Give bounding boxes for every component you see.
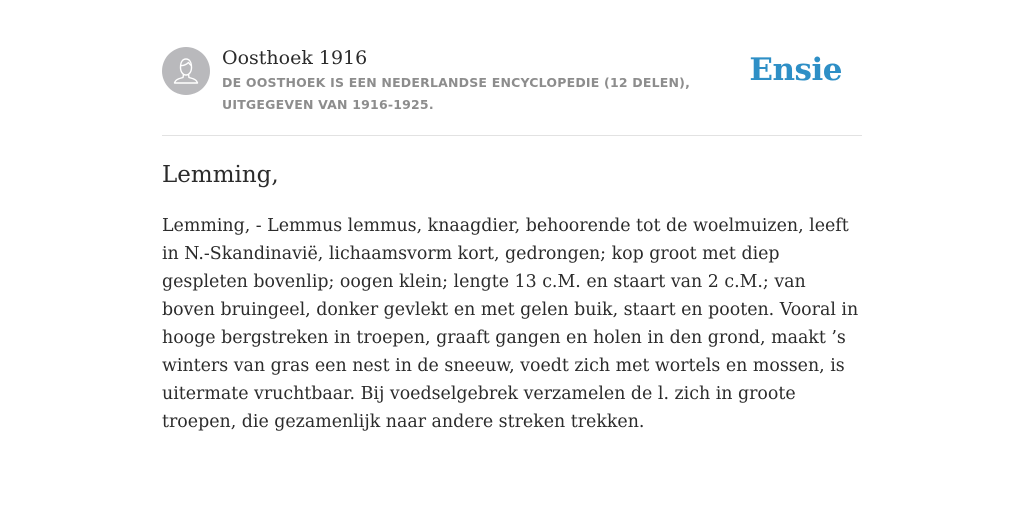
page-content: [162, 0, 862, 432]
entry-title: Lemming,: [162, 162, 279, 188]
entry-body: Lemming, - Lemmus lemmus, knaagdier, behoorende tot de woelmuizen, leeft in N.-Skandinavië, lichaamsvorm kort, gedrongen; kop groot met diep gespleten bovenlip; oogen klein; lengte 13 c.M. en staart van 2 c.M.; van boven bruingeel, donker gevlekt en met gelen buik, staart en pooten. Vooral in hooge bergstreken in troepen, graaft gangen en holen in den grond, maakt ’s winters van gras een nest in de sneeuw, voedt zich met wortels en mossen, is uitermate vruchtbaar. Bij voedselgebrek verzamelen de l. zich in groote troepen, die gezamenlijk naar andere streken trekken.: [162, 216, 859, 432]
source-description: DE OOSTHOEK IS EEN NEDERLANDSE ENCYCLOPEDIE (12 DELEN), UITGEGEVEN VAN 1916-1925.: [222, 75, 691, 112]
ensie-logo[interactable]: Ensie: [749, 52, 842, 88]
user-silhouette-icon: [162, 47, 210, 95]
source-title[interactable]: Oosthoek 1916: [222, 47, 368, 69]
source-header: [162, 0, 862, 136]
source-avatar[interactable]: [162, 47, 210, 95]
